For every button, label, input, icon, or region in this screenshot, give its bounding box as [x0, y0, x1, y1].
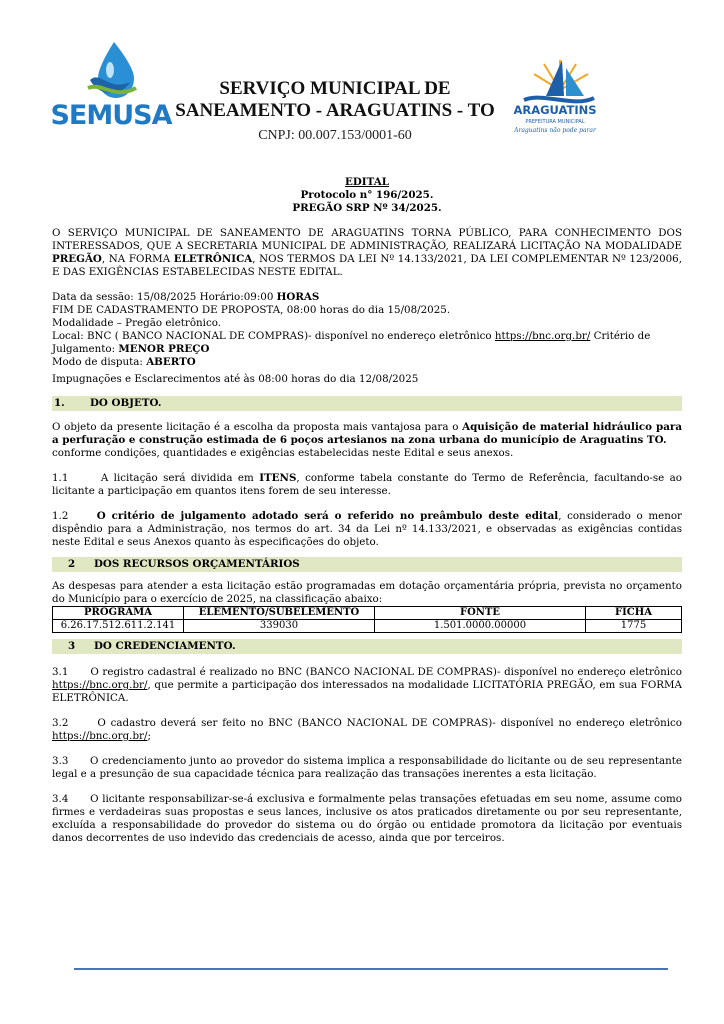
table-header-cell: ELEMENTO/SUBELEMENTO: [184, 607, 375, 620]
table-header-row: [53, 607, 682, 620]
pregao-number: PREGÃO SRP Nº 34/2025.: [292, 202, 442, 214]
table-cell: 339030: [184, 620, 375, 633]
edital-body: [52, 176, 682, 845]
table-header-cell: FICHA: [586, 607, 682, 620]
table-header-cell: PROGRAMA: [53, 607, 184, 620]
water-drop-icon: [80, 40, 144, 102]
bnc-link[interactable]: https://bnc.org.br/: [52, 679, 148, 691]
header-title-line2: SANEAMENTO - ARAGUATINS - TO: [175, 100, 495, 121]
paragraph-3-3: 3.3 O credenciamento junto ao provedor do sistema implica a responsabilidade do licitante ou de seu representante legal e a presunção de sua capacidade técnica para realização das transações inerentes a esta licitação.: [52, 755, 683, 780]
disputa-line: Modo de disputa: ABERTO: [52, 356, 196, 368]
table-row: [53, 620, 682, 633]
paragraph-3-2: 3.2 O cadastro deverá ser feito no BNC (BANCO NACIONAL DE COMPRAS)- disponível no endereço eletrônico https://bnc.org.br/;: [52, 717, 683, 742]
table-cell: 6.26.17.512.611.2.141: [53, 620, 184, 633]
svg-text:PREFEITURA MUNICIPAL: PREFEITURA MUNICIPAL: [525, 119, 585, 125]
table-cell: 1775: [586, 620, 682, 633]
local-line: Local: BNC ( BANCO NACIONAL DE COMPRAS)- disponível no endereço eletrônico https://bnc.org.br/ Critério de Julgamento: MENOR PREÇO: [52, 330, 651, 355]
header-title-line1: SERVIÇO MUNICIPAL DE: [219, 78, 451, 99]
paragraph-3-4: 3.4 O licitante responsabilizar-se-á exclusiva e formalmente pelas transações efetuadas em seu nome, assume como firmes e verdadeiras suas propostas e seus lances, inclusive os atos praticados diretamente ou por seu representante, excluída a responsabilidade do provedor do sistema ou do órgão ou entidade promotora da licitação por eventuais danos decorrentes de uso indevido das credenciais de acesso, ainda que por terceiros.: [52, 793, 682, 844]
paragraph-1-1: 1.1 A licitação será dividida em ITENS, conforme tabela constante do Termo de Referência, facultando-se ao licitante a participação em quantos itens forem de seu interesse.: [52, 472, 683, 497]
edital-heading: EDITAL: [345, 176, 389, 188]
table-cell: 1.501.0000.00000: [375, 620, 586, 633]
section-3-heading: 3 DO CREDENCIAMENTO.: [52, 639, 682, 654]
svg-text:ARAGUATINS: ARAGUATINS: [513, 103, 597, 117]
araguatins-logo: [504, 52, 606, 136]
impugnacoes-line: Impugnações e Esclarecimentos até às 08:00 horas do dia 12/08/2025: [52, 373, 419, 385]
section-1-heading: 1. DO OBJETO.: [52, 396, 682, 411]
intro-paragraph: O SERVIÇO MUNICIPAL DE SANEAMENTO DE ARAGUATINS TORNA PÚBLICO, PARA CONHECIMENTO DOS INTERESSADOS, QUE A SECRETARIA MUNICIPAL DE ADMINISTRAÇÃO, REALIZARÁ LICITAÇÃO NA MODALIDADE PREGÃO, NA FORMA ELETRÔNICA, NOS TERMOS DA LEI Nº 14.133/2021, DA LEI COMPLEMENTAR Nº 123/2006, E DAS EXIGÊNCIAS ESTABELECIDAS NESTE EDITAL.: [52, 227, 682, 278]
paragraph-1-2: 1.2 O critério de julgamento adotado será o referido no preâmbulo deste edital, considerado o menor dispêndio para a Administração, nos termos do art. 34 da Lei nº 14.133/2021, e observadas as exigências contidas neste Edital e seus Anexos quanto às especificações do objeto.: [52, 510, 682, 548]
section-2-heading: 2 DOS RECURSOS ORÇAMENTÁRIOS: [52, 557, 682, 572]
fim-cadastro-line: FIM DE CADASTRAMENTO DE PROPOSTA, 08:00 horas do dia 15/08/2025.: [52, 304, 451, 316]
semusa-brand: SEMUSA: [50, 100, 172, 131]
despesas-paragraph: As despesas para atender a esta licitação estão programadas em dotação orçamentária própria, prevista no orçamento do Município para o exercício de 2025, na classificação abaixo:: [52, 580, 682, 605]
bnc-link[interactable]: https://bnc.org.br/: [494, 330, 591, 342]
header-title-block: [160, 78, 510, 144]
header-cnpj: CNPJ: 00.007.153/0001-60: [258, 128, 412, 143]
svg-text:Araguatins não pode parar: Araguatins não pode parar: [514, 127, 596, 134]
semusa-logo: [48, 40, 174, 132]
bnc-link[interactable]: https://bnc.org.br/: [52, 730, 148, 742]
table-header-cell: FONTE: [375, 607, 586, 620]
sessao-line: Data da sessão: 15/08/2025 Horário:09:00 HORAS: [52, 291, 320, 303]
modalidade-line: Modalidade – Pregão eletrônico.: [52, 317, 222, 329]
sailboat-icon: [504, 52, 606, 136]
orcamento-table: [52, 606, 682, 633]
paragraph-3-1: 3.1 O registro cadastral é realizado no BNC (BANCO NACIONAL DE COMPRAS)- disponível no endereço eletrônico https://bnc.org.br/, que permite a participação dos interessados na modalidade LICITATÓRIA PREGÃO, em sua FORMA ELETRÔNICA.: [52, 666, 682, 704]
footer-divider: [74, 968, 668, 970]
objeto-conditions: conforme condições, quantidades e exigências estabelecidas neste Edital e seus anexos.: [52, 447, 514, 459]
objeto-paragraph: O objeto da presente licitação é a escolha da proposta mais vantajosa para o Aquisição de material hidráulico para a perfuração e construção estimada de 6 poços artesianos na zona urbana do município de Araguatins TO.: [52, 421, 682, 446]
protocolo: Protocolo n° 196/2025.: [300, 189, 434, 201]
